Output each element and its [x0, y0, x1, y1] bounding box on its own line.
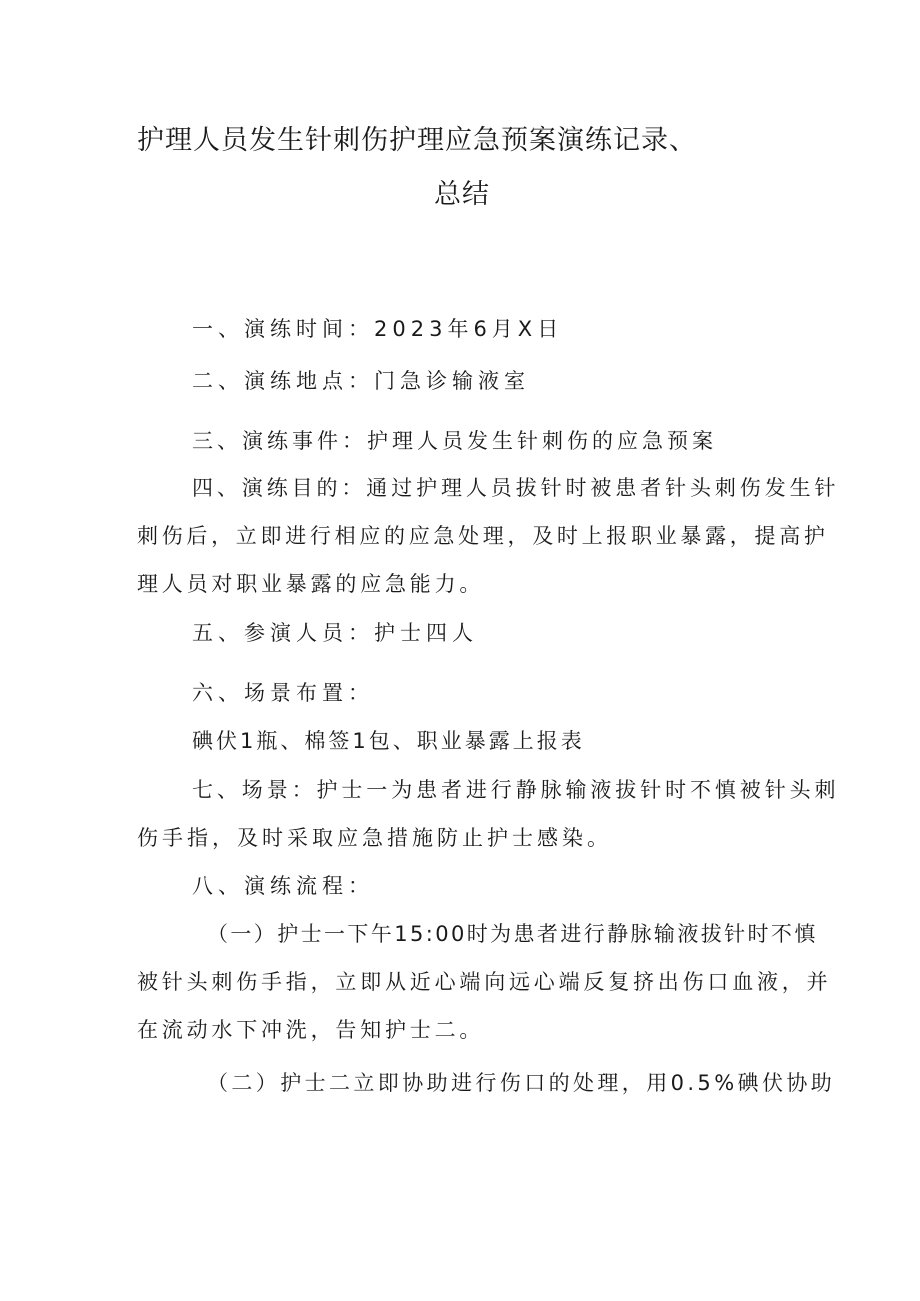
- document-title-line-1: 护理人员发生针刺伤护理应急预案演练记录、: [137, 125, 697, 156]
- process-step-1-line-2: 被针头刺伤手指，立即从近心端向远心端反复挤出伤口血液，并: [137, 970, 832, 994]
- scene-setup-items: 碘伏1瓶、棉签1包、职业暴露上报表: [192, 729, 585, 753]
- drill-event: 三、演练事件：护理人员发生针刺伤的应急预案: [192, 429, 717, 453]
- process-step-1-line-3: 在流动水下冲洗，告知护士二。: [137, 1018, 485, 1042]
- drill-time: 一、演练时间：2023年6月X日: [192, 317, 564, 341]
- drill-purpose-line-1: 四、演练目的：通过护理人员拔针时被患者针头刺伤发生针: [192, 476, 840, 500]
- process-step-1-line-1: （一）护士一下午15:00时为患者进行静脉输液拔针时不慎: [207, 922, 818, 946]
- drill-participants: 五、参演人员：护士四人: [192, 621, 478, 645]
- document-title-line-2: 总结: [434, 179, 490, 210]
- drill-location: 二、演练地点：门急诊输液室: [192, 369, 530, 393]
- drill-purpose-line-2: 刺伤后，立即进行相应的应急处理，及时上报职业暴露，提高护: [137, 524, 829, 548]
- process-step-2-line-1: （二）护士二立即协助进行伤口的处理，用0.5%碘伏协助: [207, 1071, 836, 1095]
- scene-setup-heading: 六、场景布置：: [192, 681, 374, 705]
- drill-purpose-line-3: 理人员对职业暴露的应急能力。: [137, 572, 485, 596]
- scene-line-1: 七、场景：护士一为患者进行静脉输液拔针时不慎被针头刺: [192, 778, 840, 802]
- drill-process-heading: 八、演练流程：: [192, 874, 374, 898]
- scene-line-2: 伤手指，及时采取应急措施防止护士感染。: [137, 826, 612, 850]
